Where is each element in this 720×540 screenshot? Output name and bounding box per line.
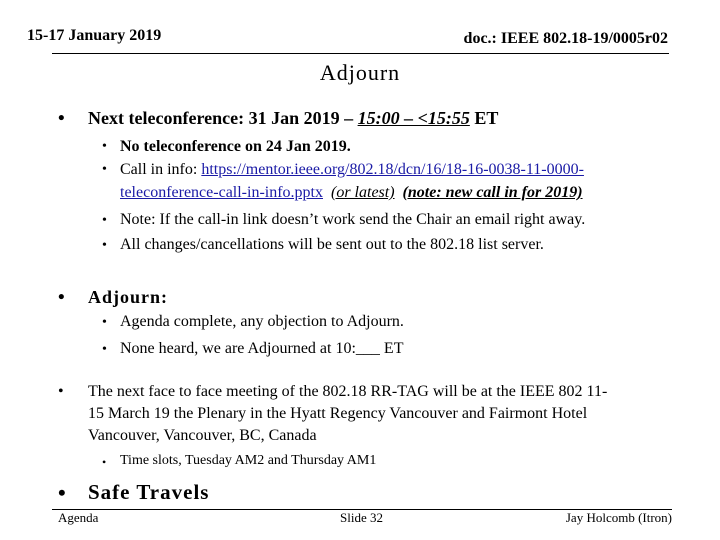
callin-label: Call in info: bbox=[120, 161, 202, 178]
adjourn-heading: Adjourn: bbox=[88, 287, 169, 307]
adjourned-time: None heard, we are Adjourned at 10:___ ET bbox=[120, 340, 404, 357]
callin-line1 bbox=[120, 161, 584, 179]
bullet-2: • bbox=[58, 287, 65, 308]
next-teleconference-prefix: Next teleconference: 31 Jan 2019 – bbox=[88, 108, 358, 128]
callin-line2 bbox=[120, 184, 583, 202]
next-meeting-line-1: The next face to face meeting of the 802.18 RR-TAG will be at the IEEE 802 11- bbox=[88, 383, 608, 400]
next-teleconference-suffix: ET bbox=[469, 108, 499, 128]
next-meeting-line-2: 15 March 19 the Plenary in the Hyatt Regency Vancouver and Fairmont Hotel bbox=[88, 405, 588, 422]
callin-link[interactable]: https://mentor.ieee.org/802.18/dcn/16/18-16-0038-11-0000- bbox=[201, 161, 584, 178]
header-rule bbox=[52, 53, 669, 54]
slide-number: Slide 32 bbox=[340, 510, 383, 525]
sub-bullet-1c: • bbox=[102, 213, 107, 228]
header-doc-id: doc.: IEEE 802.18-19/0005r02 bbox=[463, 30, 668, 47]
next-meeting-line-3: Vancouver, Vancouver, BC, Canada bbox=[88, 427, 317, 444]
header-date: 15-17 January 2019 bbox=[27, 27, 162, 44]
bullet-1: • bbox=[58, 108, 65, 129]
chair-email-note: Note: If the call-in link doesn’t work send the Chair an email right away. bbox=[120, 211, 586, 228]
agenda-complete: Agenda complete, any objection to Adjourn. bbox=[120, 313, 404, 330]
sub-bullet-1b: • bbox=[102, 162, 107, 177]
time-slots: Time slots, Tuesday AM2 and Thursday AM1 bbox=[120, 453, 377, 468]
list-server-note: All changes/cancellations will be sent out to the 802.18 list server. bbox=[120, 236, 544, 253]
sub-bullet-3a: • bbox=[102, 455, 107, 469]
callin-new-note: (note: new call in for 2019) bbox=[402, 184, 583, 201]
page-title: Adjourn bbox=[319, 60, 401, 85]
sub-bullet-2b: • bbox=[102, 342, 107, 357]
footer-left: Agenda bbox=[58, 510, 99, 525]
safe-travels: Safe Travels bbox=[88, 480, 210, 504]
sub-bullet-2a: • bbox=[102, 315, 107, 330]
bullet-4: • bbox=[58, 480, 66, 505]
callin-or-latest: (or latest) bbox=[331, 184, 395, 201]
next-teleconference-time: 15:00 – <15:55 bbox=[357, 108, 470, 128]
next-teleconference bbox=[88, 108, 498, 129]
sub-bullet-1a: • bbox=[102, 139, 107, 154]
footer-author: Jay Holcomb (Itron) bbox=[565, 510, 672, 525]
sub-bullet-1d: • bbox=[102, 238, 107, 253]
no-teleconference-note: No teleconference on 24 Jan 2019. bbox=[120, 138, 351, 155]
callin-link-continued[interactable]: teleconference-call-in-info.pptx bbox=[120, 184, 323, 201]
bullet-3: • bbox=[58, 383, 64, 400]
